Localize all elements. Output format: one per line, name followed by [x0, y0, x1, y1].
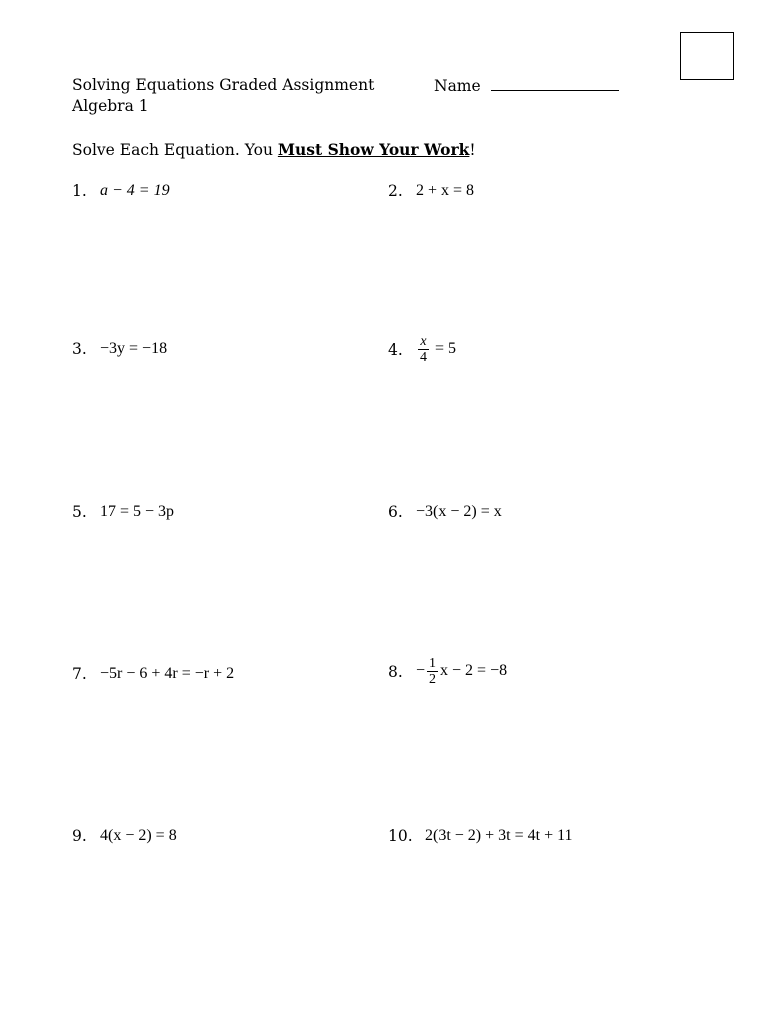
problem-equation: 17 = 5 − 3p [100, 503, 175, 520]
problem-number: 2. [388, 182, 403, 200]
assignment-title: Solving Equations Graded Assignment [72, 76, 375, 94]
problem-number: 5. [72, 503, 87, 521]
fraction [427, 656, 438, 687]
equation-rest: = 5 [431, 340, 457, 358]
problem-equation: −5r − 6 + 4r = −r + 2 [100, 665, 235, 682]
fraction-numerator: 1 [429, 656, 437, 671]
problem-number: 1. [72, 182, 87, 200]
assignment-header [72, 75, 374, 117]
name-field[interactable] [434, 75, 619, 97]
problem-equation [416, 656, 507, 687]
problem-equation: 2(3t − 2) + 3t = 4t + 11 [425, 827, 573, 844]
name-label: Name [434, 77, 481, 95]
problem-2 [388, 182, 474, 200]
problem-equation [416, 334, 456, 365]
problem-number: 7. [72, 665, 87, 683]
problem-equation: 2 + x = 8 [416, 182, 475, 199]
fraction [418, 334, 429, 365]
problem-equation: a − 4 = 19 [100, 182, 170, 199]
problem-number: 9. [72, 827, 87, 845]
instructions-emphasis: Must Show Your Work [277, 140, 470, 159]
problem-number: 6. [388, 503, 403, 521]
course-name: Algebra 1 [72, 97, 149, 115]
instructions-text: Solve Each Equation. You [72, 141, 278, 159]
problem-8 [388, 656, 507, 687]
instructions-suffix: ! [469, 141, 476, 159]
name-blank-line[interactable] [491, 75, 619, 91]
fraction-numerator: x [420, 334, 427, 349]
problem-equation: −3(x − 2) = x [416, 503, 502, 520]
problem-7 [72, 665, 234, 683]
equation-rest: x − 2 = −8 [440, 662, 508, 680]
problem-equation: −3y = −18 [100, 340, 168, 357]
fraction-denominator: 4 [420, 350, 427, 365]
equation-lead: − [416, 662, 426, 680]
problem-10 [388, 827, 573, 845]
problem-4 [388, 334, 456, 365]
problem-number: 4. [388, 340, 403, 359]
problem-5 [72, 503, 174, 521]
problem-9 [72, 827, 177, 845]
grade-box [680, 32, 734, 80]
problem-3 [72, 340, 167, 358]
fraction-denominator: 2 [429, 672, 437, 687]
problem-1 [72, 182, 170, 200]
problem-6 [388, 503, 502, 521]
problem-equation: 4(x − 2) = 8 [100, 827, 177, 844]
instructions [72, 139, 476, 161]
problem-number: 3. [72, 340, 87, 358]
problem-number: 8. [388, 662, 403, 681]
problem-number: 10. [388, 827, 413, 845]
